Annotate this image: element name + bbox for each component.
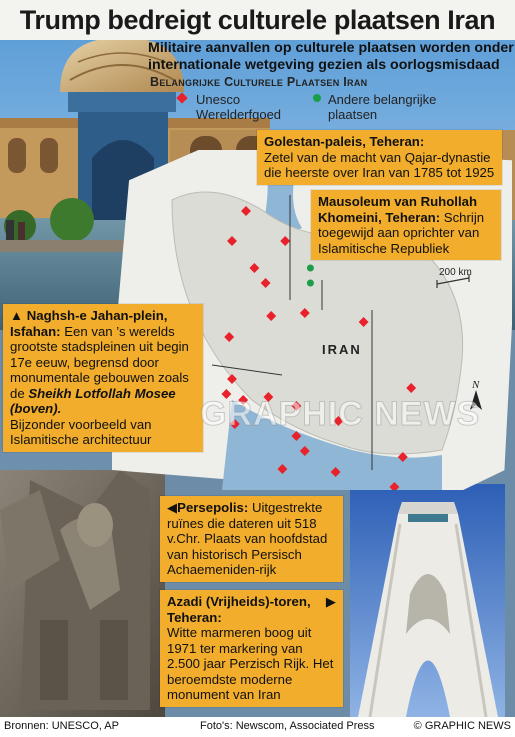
callout-naghsh-italic: Sheikh Lotfollah Mosee (boven). [10,385,176,416]
callout-golestan-text: Zetel van de macht van Qajar-dynastie die heerste over Iran van 1785 tot 1925 [264,149,495,180]
page-title: Trump bedreigt culturele plaatsen Iran [0,0,515,40]
callout-mausoleum-title: Mausoleum van Ruhollah Khomeini, Teheran: [318,194,478,225]
callout-golestan-title: Golestan-paleis, Teheran: [264,134,425,149]
subtitle: Militaire aanvallen op culturele plaatsen worden onder internationale wetgeving gezien als oorlogsmisdaad [148,40,514,73]
footer [0,717,515,737]
azadi-photo [350,484,505,717]
callout-azadi-title: Azadi (Vrijheids)-toren, Teheran: [167,594,311,625]
watermark: GRAPHIC NEWS [200,395,481,433]
callout-golestan [257,130,502,185]
legend-unesco-marker [178,94,186,102]
footer-photos: Foto's: Newscom, Associated Press [200,720,375,732]
country-label: IRAN [322,342,362,357]
legend-heading: Belangrijke Culturele Plaatsen Iran [150,75,368,89]
footer-copyright: © GRAPHIC NEWS [413,720,511,732]
callout-mausoleum [311,190,501,260]
other-site-marker [307,265,314,272]
arrow-right-icon: ▶ [325,594,336,609]
scale-label: 200 km [439,267,472,278]
footer-sources: Bronnen: UNESCO, AP [4,720,119,732]
legend-other-label: Andere belangrijke plaatsen [328,92,437,122]
callout-azadi [160,590,343,707]
callout-naghsh-title: Naghsh-e Jahan-plein, Isfahan: [10,308,168,339]
callout-persepolis [160,496,343,582]
callout-naghsh [3,304,203,452]
north-label: N [472,379,480,391]
callout-persepolis-title: Persepolis: [177,500,249,515]
legend-unesco-label: Unesco Werelderfgoed [196,92,282,122]
callout-mausoleum-text: Schrijn toegewijd aan oprichter van Islamitische Republiek [318,209,485,256]
callout-persepolis-text: Uitgestrekte ruïnes die dateren uit 518 v.Chr. Plaats van hoofdstad van historisch Persisch Achaemeniden-rijk [167,500,328,577]
callout-naghsh-text: Een van ’s werelds grootste stadspleinen uit begin 17e eeuw, begrensd door monumentale gebouwen zoals de [10,323,189,401]
legend-other-marker [313,94,321,102]
callout-azadi-text: Witte marmeren boog uit 1971 ter markering van 2.500 jaar Perzisch Rijk. Het beroemdste moderne monument van Iran [167,625,334,702]
arrow-up-icon: ▲ [10,308,24,323]
callout-naghsh-extra: Bijzonder voorbeeld van Islamitische architectuur [10,416,152,447]
other-site-marker [307,280,314,287]
persepolis-photo [0,450,165,720]
arrow-left-icon: ◀ [167,500,178,515]
